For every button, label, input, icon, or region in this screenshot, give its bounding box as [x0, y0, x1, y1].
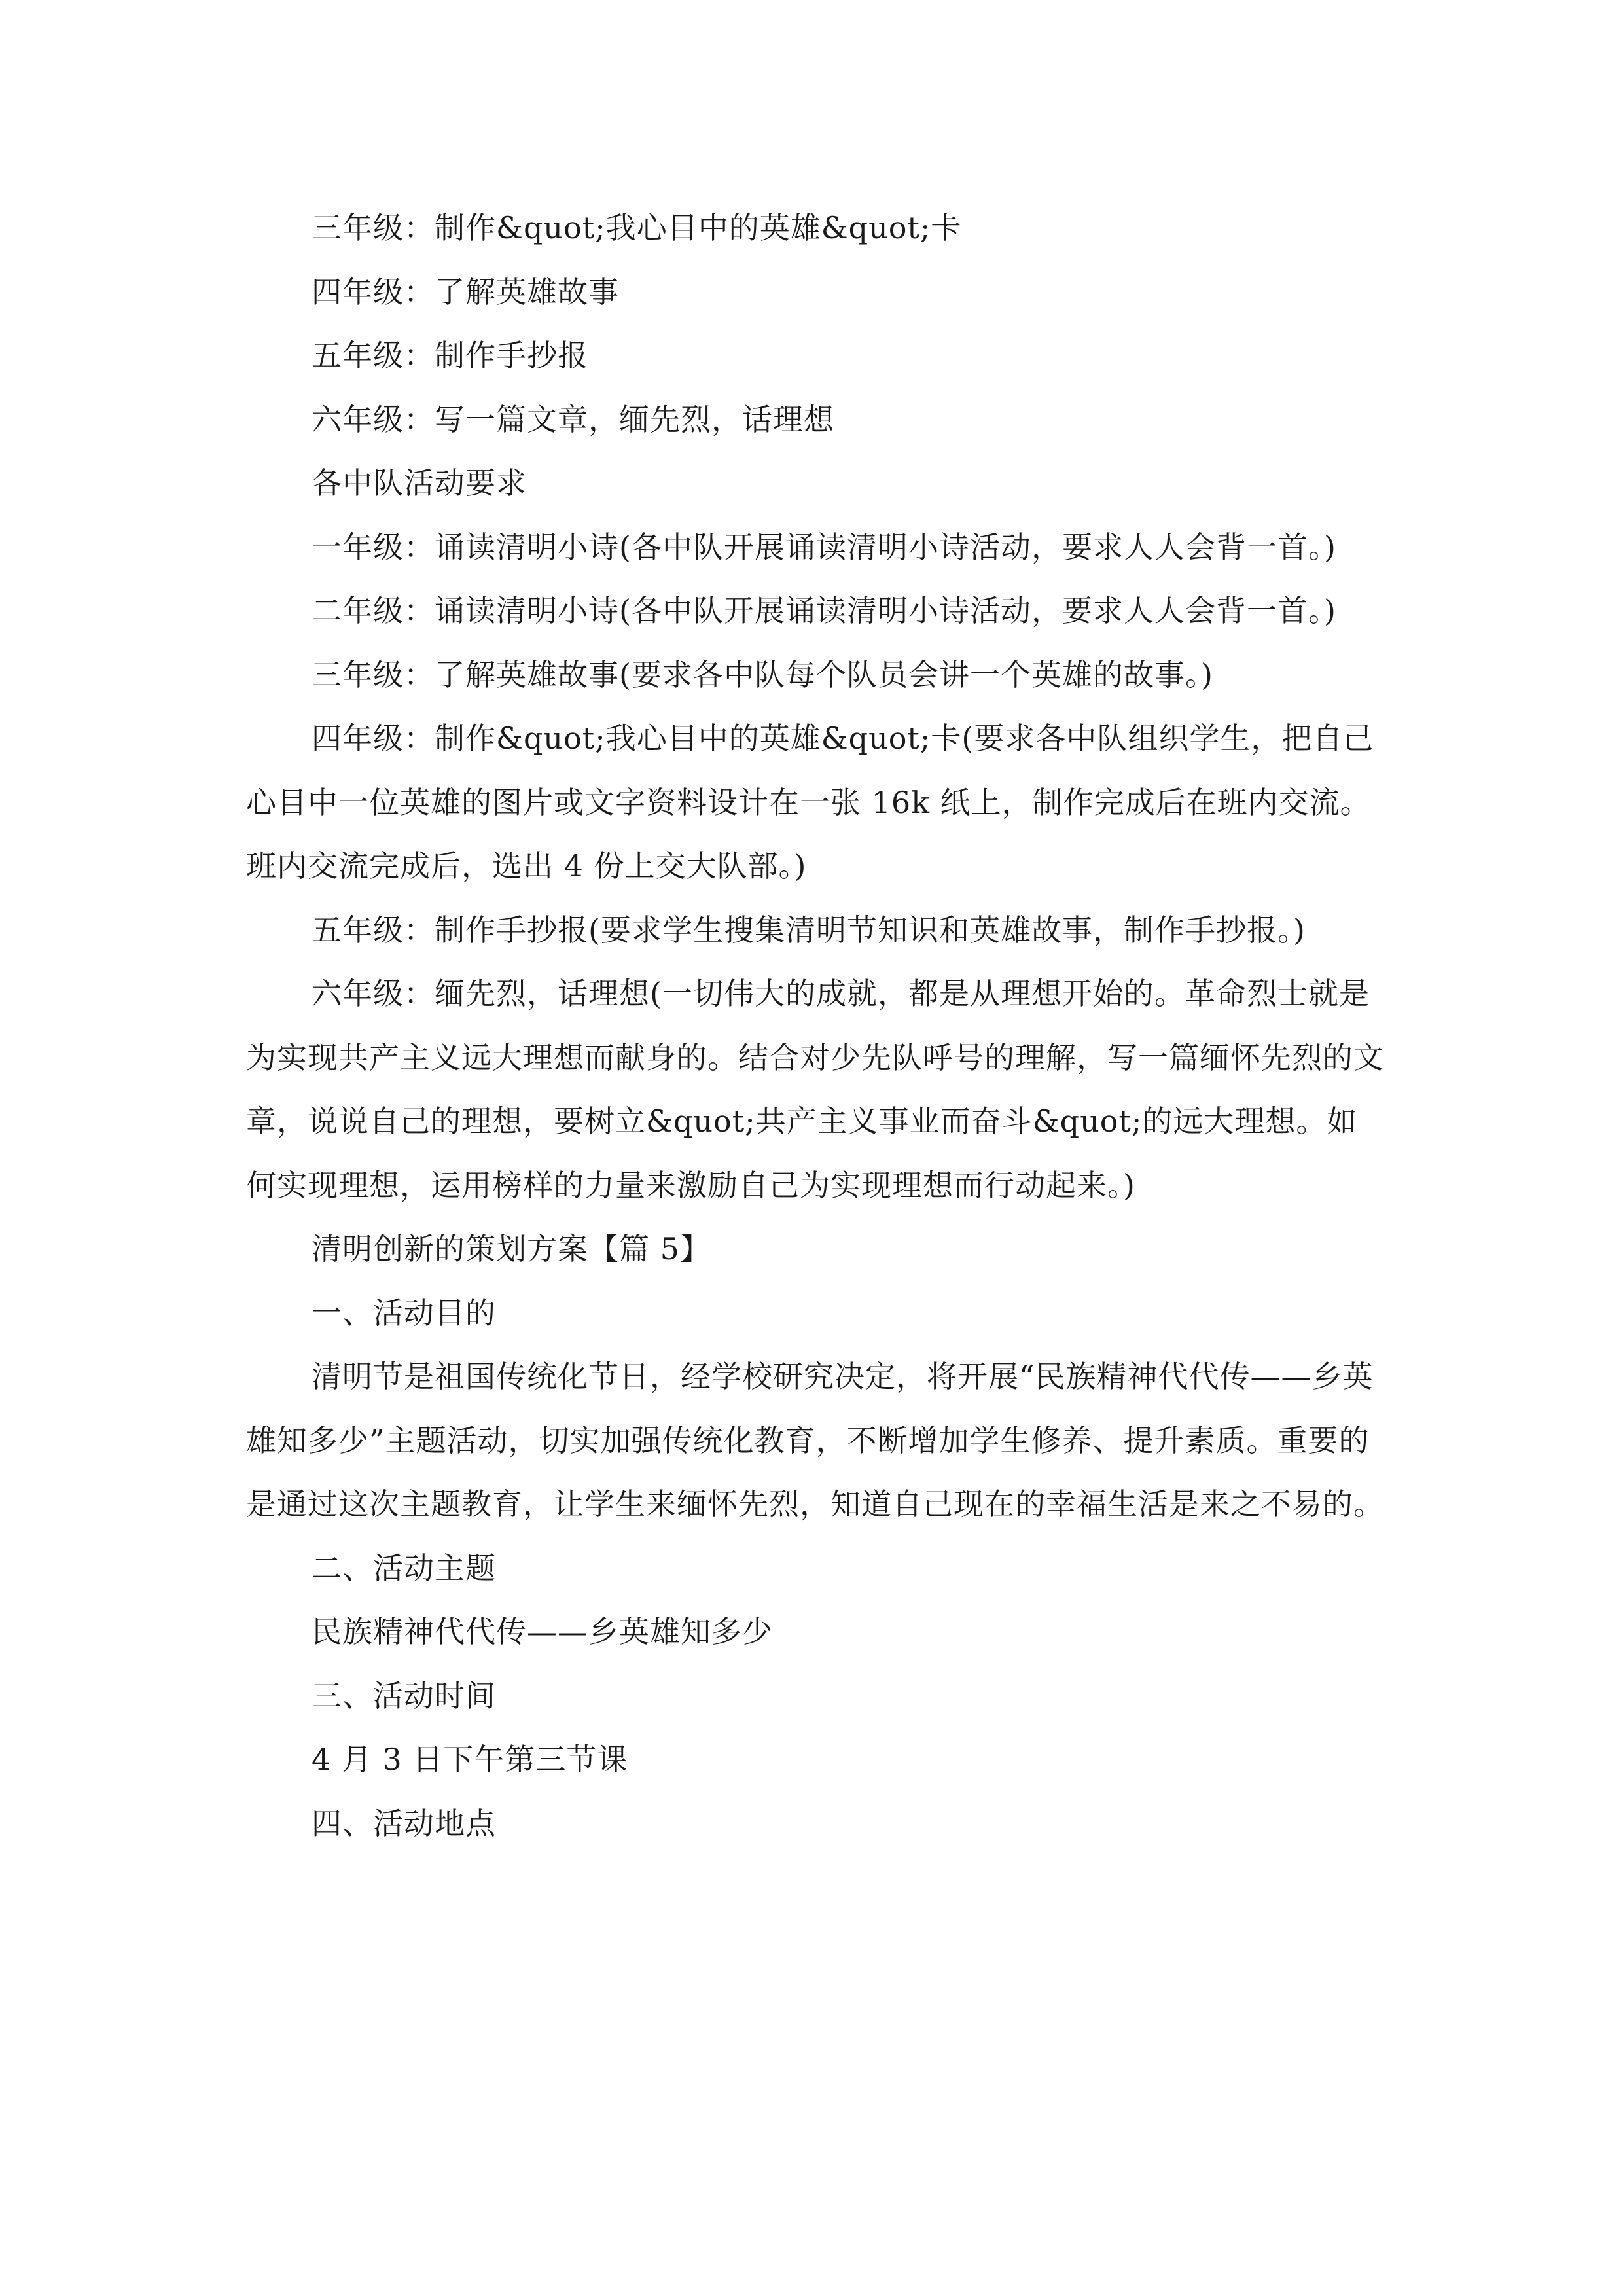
paragraph-grade1-requirement: 一年级：诵读清明小诗(各中队开展诵读清明小诗活动，要求人人会背一首。) — [312, 529, 1336, 565]
paragraph-grade4-requirement: 四年级：制作&quot;我心目中的英雄&quot;卡(要求各中队组织学生，把自己心目中一位英雄的图片或文字资料设计在一张 16k 纸上，制作完成后在班内交流。班内交流完成后，选出 4 份上交大队部。) — [246, 721, 1374, 884]
heading-activity-theme: 二、活动主题 — [312, 1550, 496, 1586]
paragraph-activity-time: 4 月 3 日下午第三节课 — [312, 1742, 628, 1777]
section-heading-squad-requirements: 各中队活动要求 — [312, 465, 527, 501]
paragraph-grade5-task: 五年级：制作手抄报 — [312, 338, 588, 373]
heading-activity-time: 三、活动时间 — [312, 1677, 496, 1713]
paragraph-grade2-requirement: 二年级：诵读清明小诗(各中队开展诵读清明小诗活动，要求人人会背一首。) — [312, 593, 1336, 628]
paragraph-grade6-task: 六年级：写一篇文章，缅先烈，话理想 — [312, 401, 834, 437]
heading-activity-location: 四、活动地点 — [312, 1805, 496, 1841]
paragraph-grade3-task: 三年级：制作&quot;我心目中的英雄&quot;卡 — [312, 210, 962, 245]
heading-activity-purpose: 一、活动目的 — [312, 1295, 496, 1331]
paragraph-activity-theme: 民族精神代代传——乡英雄知多少 — [312, 1614, 773, 1649]
paragraph-grade4-task: 四年级：了解英雄故事 — [312, 274, 619, 310]
paragraph-activity-purpose: 清明节是祖国传统化节日，经学校研究决定，将开展“民族精神代代传——乡英雄知多少”主题活动，切实加强传统化教育，不断增加学生修养、提升素质。重要的是通过这次主题教育，让学生来缅怀先烈，知道自己现在的幸福生活是来之不易的。 — [246, 1359, 1384, 1522]
paragraph-grade3-requirement: 三年级：了解英雄故事(要求各中队每个队员会讲一个英雄的故事。) — [312, 656, 1213, 692]
section-title-plan-5: 清明创新的策划方案【篇 5】 — [312, 1231, 711, 1266]
paragraph-grade5-requirement: 五年级：制作手抄报(要求学生搜集清明节知识和英雄故事，制作手抄报。) — [312, 912, 1306, 948]
paragraph-grade6-requirement: 六年级：缅先烈，话理想(一切伟大的成就，都是从理想开始的。革命烈士就是为实现共产主义远大理想而献身的。结合对少先队呼号的理解，写一篇缅怀先烈的文章，说说自己的理想，要树立&quot;共产主义事业而奋斗&quot;的远大理想。如何实现理想，运用榜样的力量来激励自己为实现理想而行动起来。) — [246, 976, 1384, 1203]
document-body — [246, 196, 1385, 1856]
